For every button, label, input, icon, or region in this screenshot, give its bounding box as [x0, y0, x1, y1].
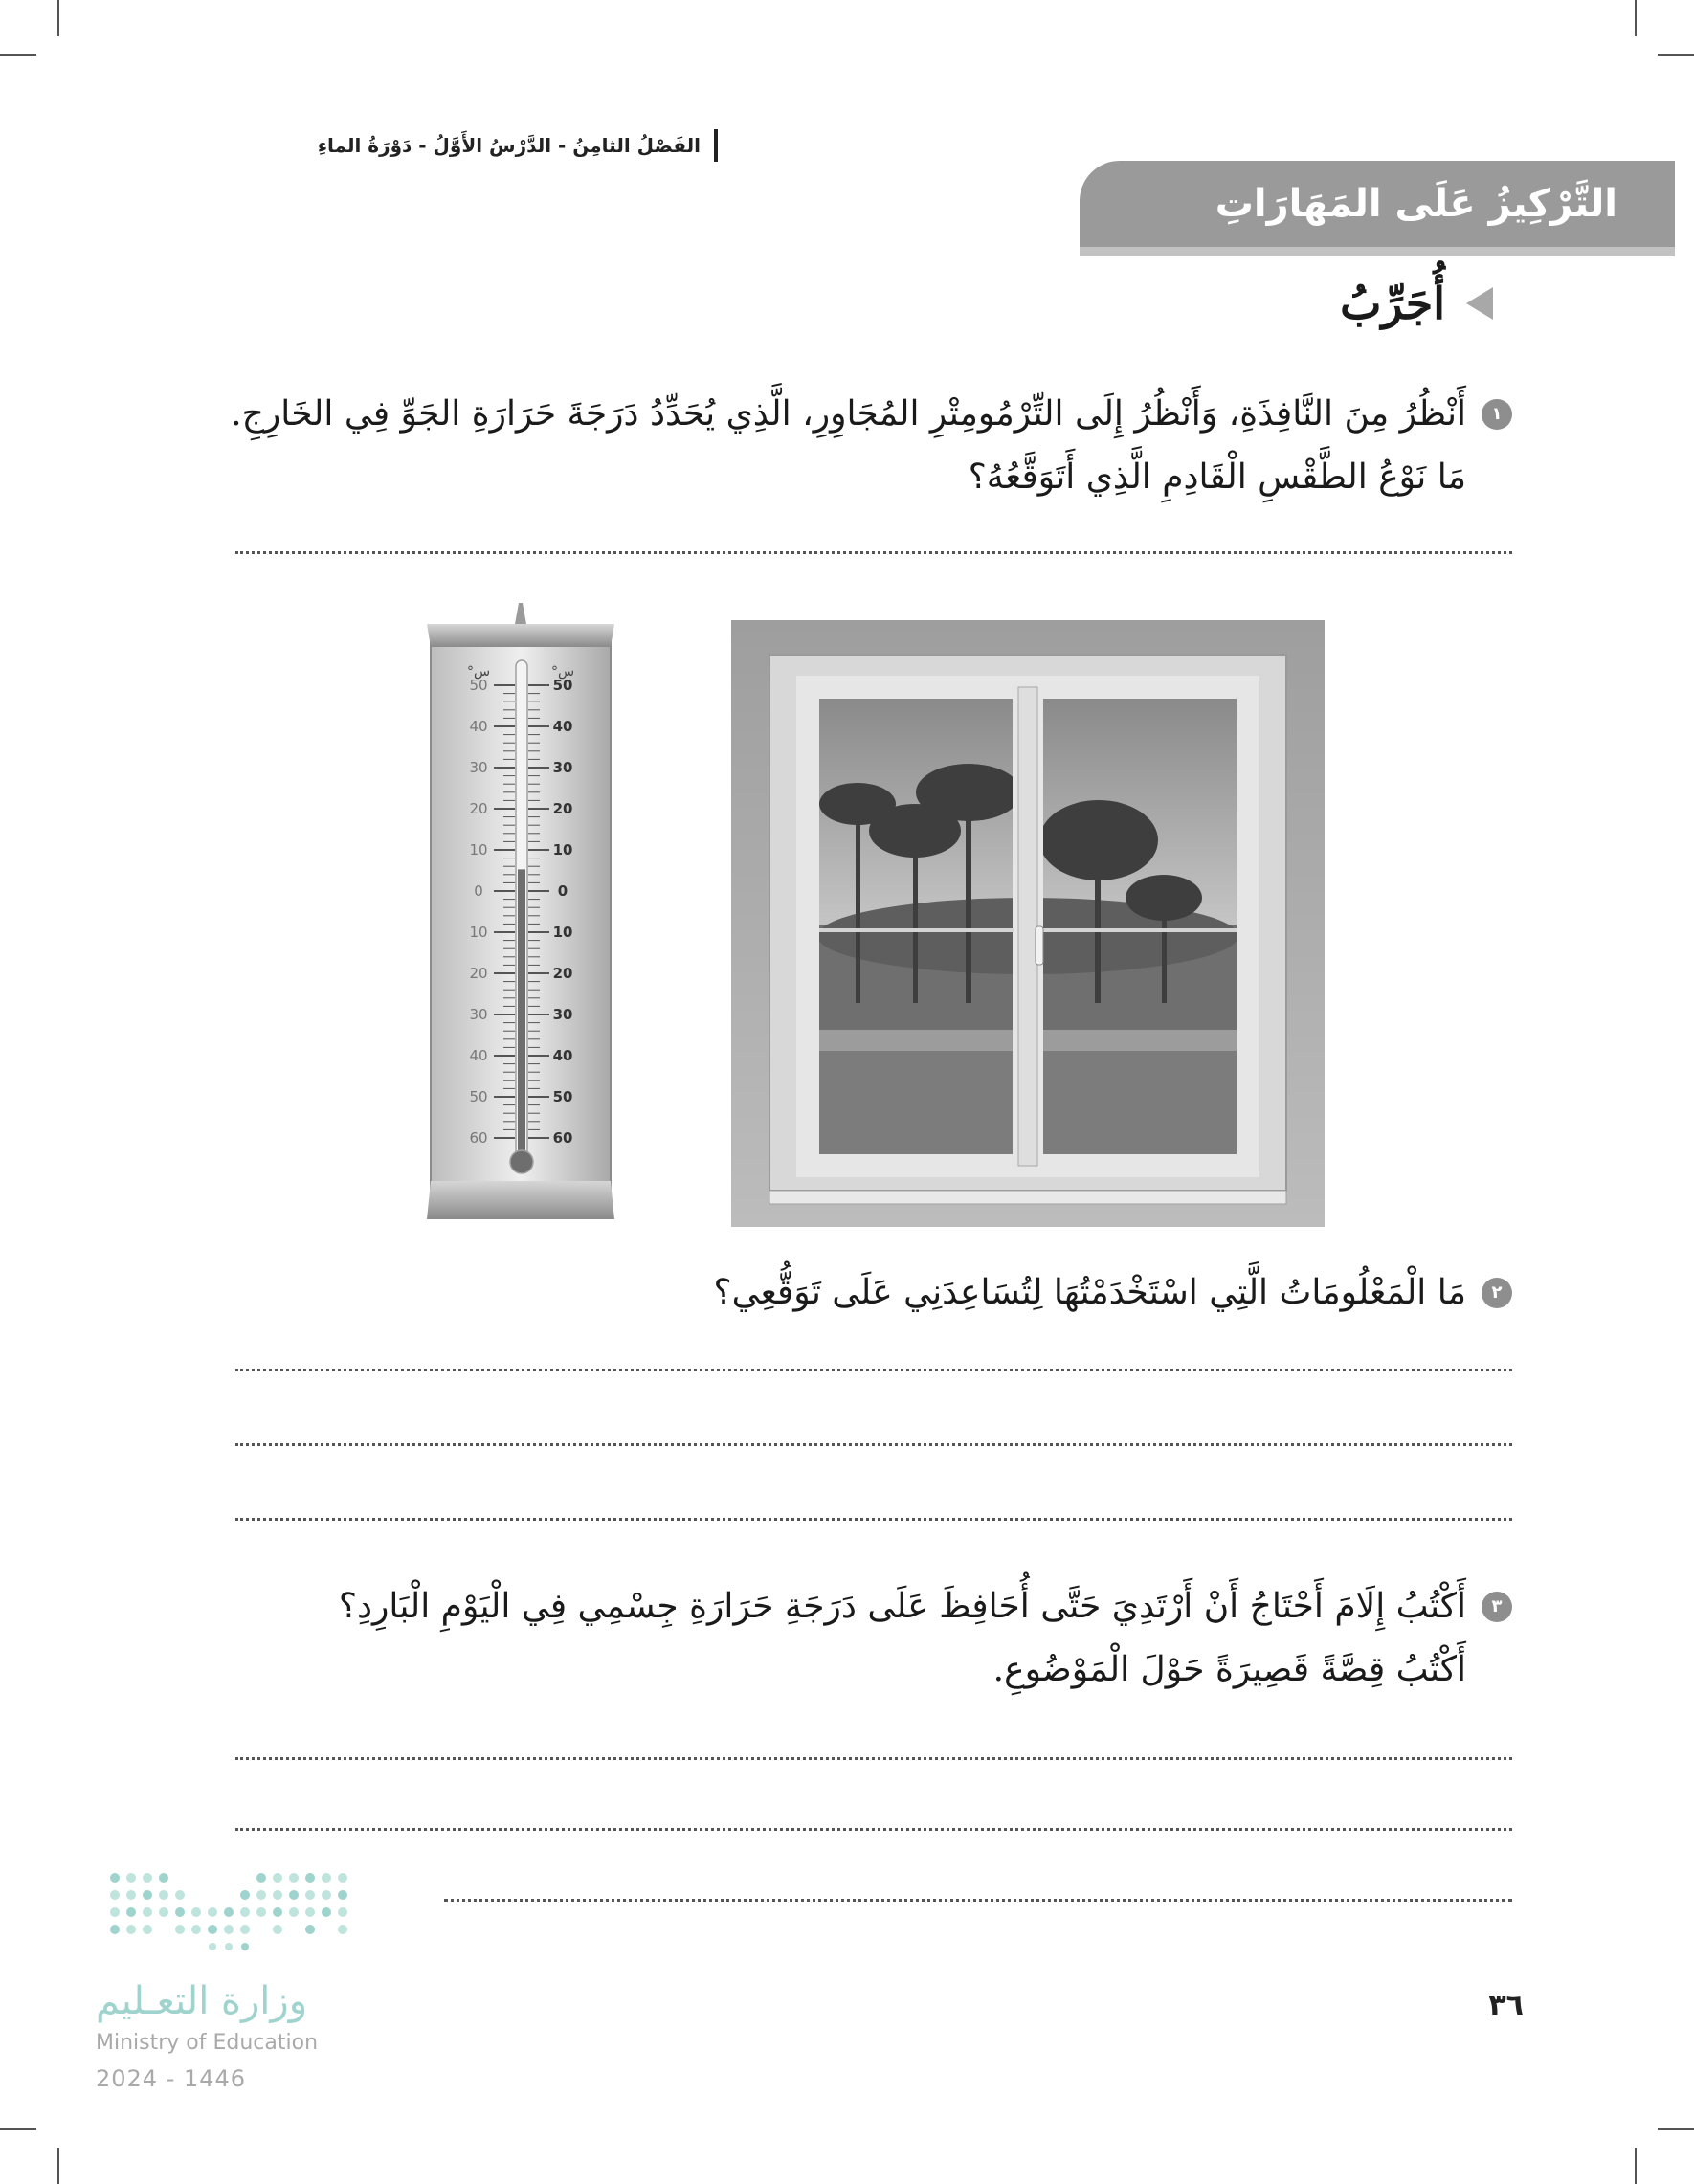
thermometer-top-cap — [427, 624, 614, 647]
crop-mark — [57, 2148, 59, 2184]
section-title: أُجَرِّبُ — [1340, 278, 1445, 329]
window-photo — [731, 620, 1325, 1227]
breadcrumb-text: الفَصْلُ الثامِنُ - الدَّرْسُ الأَوَّلُ - دَوْرَةُ الماءِ — [317, 134, 701, 157]
banner-title: التَّرْكِيزُ عَلَى المَهَارَاتِ — [1215, 182, 1617, 226]
logo-dot — [110, 1925, 120, 1934]
logo-dot — [273, 1907, 282, 1917]
logo-dot — [159, 1907, 168, 1917]
crop-mark — [1635, 0, 1637, 36]
crop-mark — [0, 54, 36, 56]
logo-dot — [338, 1907, 347, 1917]
thermo-label-right: 20 — [552, 800, 573, 817]
logo-dot — [305, 1890, 315, 1900]
window-mullion — [1018, 687, 1037, 1166]
question-number-badge: ٢ — [1482, 1278, 1512, 1308]
logo-dot — [143, 1890, 152, 1900]
thermo-label-right: 60 — [552, 1129, 573, 1147]
logo-dot — [159, 1890, 168, 1900]
logo-dot — [338, 1890, 347, 1900]
breadcrumb — [318, 129, 718, 162]
logo-dot — [240, 1890, 250, 1900]
crop-mark — [1658, 2128, 1694, 2130]
unit-label-left: °س — [466, 664, 491, 680]
thermo-label-left: 30 — [469, 1006, 488, 1023]
thermo-label-right: 0 — [557, 882, 568, 900]
thermo-label-right: 30 — [552, 759, 573, 776]
thermo-label-right: 10 — [552, 924, 573, 941]
logo-dot — [240, 1907, 250, 1917]
logo-english-text: Ministry of Education — [96, 2031, 319, 2055]
thermo-label-left: 40 — [469, 718, 488, 735]
question-2 — [714, 1261, 1512, 1325]
window-handle — [1036, 926, 1043, 965]
logo-dot — [273, 1925, 282, 1934]
thermo-label-right: 40 — [552, 718, 573, 735]
logo-dot — [273, 1873, 282, 1883]
answer-line[interactable] — [235, 1757, 1512, 1760]
logo-dot — [305, 1907, 315, 1917]
thermo-label-left: 20 — [469, 965, 488, 982]
logo-dot — [240, 1925, 250, 1934]
thermo-label-right: 10 — [552, 841, 573, 858]
logo-dot — [175, 1925, 185, 1934]
logo-dot — [256, 1873, 266, 1883]
logo-year: 2024 - 1446 — [96, 2065, 247, 2092]
thermo-label-left: 50 — [469, 1088, 488, 1105]
crop-mark — [1635, 2148, 1637, 2184]
answer-line[interactable] — [235, 1518, 1512, 1521]
thermo-label-right: 50 — [552, 677, 573, 694]
logo-dot — [338, 1925, 347, 1934]
logo-dot — [224, 1925, 234, 1934]
logo-dot — [241, 1943, 249, 1950]
thermometer-bulb — [510, 1150, 533, 1173]
thermo-label-left: 40 — [469, 1047, 488, 1064]
logo-dot — [208, 1925, 217, 1934]
logo-dots-icon — [96, 1866, 459, 1972]
logo-dot — [256, 1890, 266, 1900]
thermo-label-right: 50 — [552, 1088, 573, 1105]
logo-dot — [305, 1873, 315, 1883]
answer-line[interactable] — [235, 1828, 1512, 1831]
question-text: مَا نَوْعُ الطَّقْسِ الْقَادِمِ الَّذِي أَتَوَقَّعُهُ؟ — [968, 457, 1466, 497]
logo-dot — [289, 1890, 299, 1900]
logo-dot — [191, 1907, 201, 1917]
window-sill — [769, 1191, 1286, 1204]
logo-dot — [224, 1907, 234, 1917]
logo-dot — [110, 1907, 120, 1917]
answer-line[interactable] — [235, 1443, 1512, 1446]
thermo-label-right: 40 — [552, 1047, 573, 1064]
thermometer-image — [423, 601, 618, 1231]
logo-dot — [126, 1873, 136, 1883]
thermo-label-right: 30 — [552, 1006, 573, 1023]
logo-dot — [305, 1925, 315, 1934]
question-1 — [231, 383, 1512, 509]
crop-mark — [1658, 54, 1694, 56]
answer-line[interactable] — [444, 1899, 1512, 1902]
triangle-bullet-icon — [1466, 287, 1493, 320]
thermo-label-left: 60 — [469, 1129, 488, 1147]
skills-banner — [1080, 161, 1675, 256]
logo-dot — [209, 1943, 216, 1950]
logo-dot — [126, 1907, 136, 1917]
thermo-label-left: 10 — [469, 841, 488, 858]
thermo-label-right: 20 — [552, 965, 573, 982]
thermometer-liquid — [518, 869, 525, 1158]
thermo-label-left: 20 — [469, 800, 488, 817]
crop-mark — [0, 2128, 36, 2130]
unit-label-right: °س — [550, 664, 575, 680]
logo-dot — [208, 1907, 217, 1917]
thermo-label-left: 0 — [474, 882, 483, 900]
question-3 — [339, 1575, 1512, 1702]
logo-dot — [126, 1890, 136, 1900]
logo-dot — [338, 1873, 347, 1883]
answer-line[interactable] — [235, 1369, 1512, 1371]
logo-dot — [322, 1890, 331, 1900]
logo-dot — [110, 1890, 120, 1900]
thermometer-hook — [515, 603, 526, 624]
question-number-badge: ٣ — [1482, 1592, 1512, 1622]
logo-dot — [143, 1925, 152, 1934]
logo-dot — [175, 1907, 185, 1917]
question-number-badge: ١ — [1482, 399, 1512, 430]
logo-dot — [143, 1907, 152, 1917]
logo-dot — [126, 1925, 136, 1934]
logo-dot — [191, 1925, 201, 1934]
logo-dot — [322, 1873, 331, 1883]
breadcrumb-divider — [714, 129, 718, 162]
logo-dot — [322, 1907, 331, 1917]
logo-dot — [225, 1943, 233, 1950]
question-text: أَكْتُبُ قِصَّةً قَصِيرَةً حَوْلَ الْمَوْضُوعِ. — [992, 1650, 1466, 1689]
logo-dot — [143, 1873, 152, 1883]
question-text: أَكْتُبُ إِلَامَ أَحْتَاجُ أَنْ أَرْتَدِيَ حَتَّى أُحَافِظَ عَلَى دَرَجَةِ حَرَارَةِ جِسْمِي فِي الْيَوْمِ الْبَارِدِ؟ — [338, 1587, 1466, 1626]
thermometer-bottom-cap — [427, 1181, 614, 1219]
thermo-label-left: 10 — [469, 924, 488, 941]
logo-dot — [110, 1873, 120, 1883]
logo-dot — [175, 1890, 185, 1900]
logo-dot — [289, 1873, 299, 1883]
page-number: ٣٦ — [1488, 1989, 1524, 2022]
logo-dot — [289, 1907, 299, 1917]
question-text: مَا الْمَعْلُومَاتُ الَّتِي اسْتَخْدَمْتُهَا لِتُسَاعِدَنِي عَلَى تَوَقُّعِي؟ — [713, 1273, 1466, 1312]
answer-line[interactable] — [235, 551, 1512, 554]
thermo-label-left: 30 — [469, 759, 488, 776]
logo-dot — [273, 1890, 282, 1900]
logo-dot — [159, 1873, 168, 1883]
crop-mark — [57, 0, 59, 36]
thermo-label-left: 50 — [469, 677, 488, 694]
logo-dot — [256, 1907, 266, 1917]
logo-arabic-text: وزارة التعـليم — [96, 1979, 308, 2023]
ministry-logo — [96, 1866, 459, 2092]
question-text: أَنْظُرُ مِنَ النَّافِذَةِ، وَأَنْظُرُ إِلَى التِّرْمُومِتْرِ المُجَاوِرِ، الَّذِي يُحَدِّدُ دَرَجَةَ حَرَارَةِ الجَوِّ فِي الخَارِجِ. — [231, 394, 1466, 434]
section-heading — [1340, 278, 1493, 329]
